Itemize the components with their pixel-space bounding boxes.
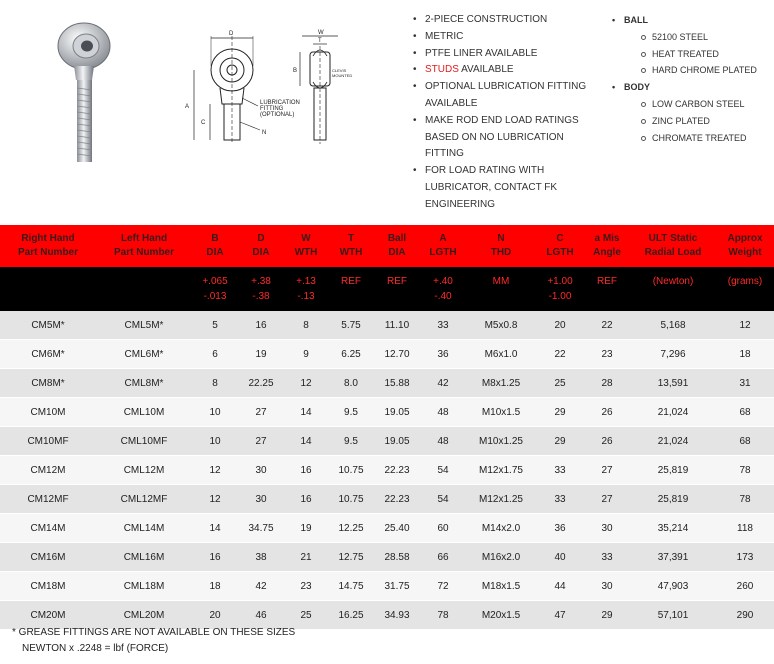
table-cell: CM5M* (0, 311, 96, 340)
rod-end-spec-table (0, 225, 774, 630)
table-cell: 21,024 (630, 398, 716, 427)
table-cell: 66 (420, 543, 466, 572)
table-cell: M12x1.25 (466, 485, 536, 514)
table-cell: CML20M (96, 601, 192, 630)
table-row (0, 340, 774, 369)
table-cell: 36 (420, 340, 466, 369)
tolerance-cell: MM (466, 267, 536, 311)
table-cell: 14 (192, 514, 238, 543)
table-cell: 34.75 (238, 514, 284, 543)
table-cell: M6x1.0 (466, 340, 536, 369)
feature-item: • METRIC (413, 29, 593, 46)
table-cell: 72 (420, 572, 466, 601)
table-row (0, 398, 774, 427)
table-cell: M10x1.25 (466, 427, 536, 456)
table-cell: 48 (420, 398, 466, 427)
feature-item: • MAKE ROD END LOAD RATINGS BASED ON NO LUBRICATION FITTING (413, 113, 593, 163)
table-cell: 260 (716, 572, 774, 601)
table-cell: M8x1.25 (466, 369, 536, 398)
column-header: Approx Weight (716, 225, 774, 267)
table-cell: 9.5 (328, 398, 374, 427)
table-cell: 12.25 (328, 514, 374, 543)
table-cell: 5.75 (328, 311, 374, 340)
table-row (0, 514, 774, 543)
table-cell: 22.23 (374, 456, 420, 485)
column-header: N THD (466, 225, 536, 267)
table-row (0, 427, 774, 456)
tolerance-cell: (grams) (716, 267, 774, 311)
table-cell: CM16M (0, 543, 96, 572)
tolerance-cell: REF (328, 267, 374, 311)
table-cell: 19.05 (374, 398, 420, 427)
table-cell: 29 (584, 601, 630, 630)
column-header: Left Hand Part Number (96, 225, 192, 267)
column-header: Ball DIA (374, 225, 420, 267)
table-cell: M12x1.75 (466, 456, 536, 485)
tolerance-cell: +.40 -.40 (420, 267, 466, 311)
table-cell: 22.23 (374, 485, 420, 514)
table-cell: 14.75 (328, 572, 374, 601)
clevis-label-1: CLEVIS (332, 68, 347, 73)
spec-item: CHROMATE TREATED (652, 130, 772, 147)
table-cell: CM14M (0, 514, 96, 543)
table-cell: 16 (284, 456, 328, 485)
table-cell: 33 (584, 543, 630, 572)
column-header: Right Hand Part Number (0, 225, 96, 267)
table-cell: 54 (420, 485, 466, 514)
table-body (0, 311, 774, 630)
table-cell: 10 (192, 427, 238, 456)
table-row (0, 369, 774, 398)
table-cell: 11.10 (374, 311, 420, 340)
table-cell: 12 (284, 369, 328, 398)
table-cell: M10x1.5 (466, 398, 536, 427)
table-header (0, 225, 774, 311)
table-cell: 9.5 (328, 427, 374, 456)
table-cell: 22.25 (238, 369, 284, 398)
table-cell: 42 (238, 572, 284, 601)
table-cell: 8 (192, 369, 238, 398)
table-cell: 15.88 (374, 369, 420, 398)
feature-list (413, 12, 593, 214)
table-cell: 34.93 (374, 601, 420, 630)
table-cell: 6.25 (328, 340, 374, 369)
table-cell: 36 (536, 514, 584, 543)
column-header: D DIA (238, 225, 284, 267)
header-row (0, 225, 774, 267)
table-cell: CML10M (96, 398, 192, 427)
footnotes (12, 625, 295, 657)
grease-note: * GREASE FITTINGS ARE NOT AVAILABLE ON THESE SIZES (12, 627, 296, 638)
table-cell: 5,168 (630, 311, 716, 340)
label-d: D (229, 31, 234, 37)
dimension-drawing (180, 26, 370, 146)
table-cell: CML18M (96, 572, 192, 601)
label-w: W (318, 30, 324, 36)
tolerance-cell: +.065 -.013 (192, 267, 238, 311)
table-cell: 19 (238, 340, 284, 369)
table-cell: 12.70 (374, 340, 420, 369)
table-cell: M20x1.5 (466, 601, 536, 630)
tolerance-row (0, 267, 774, 311)
table-cell: 12 (716, 311, 774, 340)
table-cell: 23 (284, 572, 328, 601)
table-cell: 29 (536, 427, 584, 456)
table-cell: M18x1.5 (466, 572, 536, 601)
table-cell: 47 (536, 601, 584, 630)
table-cell: 25 (536, 369, 584, 398)
table-cell: 9 (284, 340, 328, 369)
table-cell: 16 (192, 543, 238, 572)
table-cell: 290 (716, 601, 774, 630)
label-a: A (185, 104, 190, 110)
table-cell: 68 (716, 427, 774, 456)
feature-item-studs: • STUDS AVAILABLE (413, 62, 593, 79)
table-cell: 12 (192, 485, 238, 514)
table-cell: CM18M (0, 572, 96, 601)
table-cell: M5x0.8 (466, 311, 536, 340)
table-cell: 13,591 (630, 369, 716, 398)
column-header: A LGTH (420, 225, 466, 267)
tolerance-cell: +.38 -.38 (238, 267, 284, 311)
spec-item: LOW CARBON STEEL (652, 96, 772, 113)
lube-label-3: (OPTIONAL) (260, 112, 295, 118)
table-cell: M16x2.0 (466, 543, 536, 572)
table-cell: 30 (584, 514, 630, 543)
spec-group-body: • BODY LOW CARBON STEEL ZINC PLATED CHROMATE TREATED (612, 79, 772, 146)
tolerance-cell: +.13 -.13 (284, 267, 328, 311)
table-cell: 27 (238, 427, 284, 456)
material-spec-list (612, 12, 772, 146)
table-cell: 21 (284, 543, 328, 572)
table-cell: 38 (238, 543, 284, 572)
table-cell: 18 (192, 572, 238, 601)
table-row (0, 485, 774, 514)
table-cell: 16 (238, 311, 284, 340)
table-cell: 27 (238, 398, 284, 427)
table-cell: CM6M* (0, 340, 96, 369)
table-cell: 10.75 (328, 485, 374, 514)
table-cell: 33 (420, 311, 466, 340)
table-cell: 44 (536, 572, 584, 601)
table-cell: 28 (584, 369, 630, 398)
table-cell: 14 (284, 427, 328, 456)
table-cell: 5 (192, 311, 238, 340)
table-cell: 27 (584, 485, 630, 514)
column-header: C LGTH (536, 225, 584, 267)
spec-group-ball: • BALL 52100 STEEL HEAT TREATED HARD CHROME PLATED (612, 12, 772, 79)
tolerance-cell: REF (374, 267, 420, 311)
table-cell: 68 (716, 398, 774, 427)
tolerance-cell (0, 267, 96, 311)
column-header: T WTH (328, 225, 374, 267)
newton-conversion-note: NEWTON x .2248 = lbf (FORCE) (22, 643, 169, 654)
spec-item: HARD CHROME PLATED (652, 62, 772, 79)
label-n: N (262, 130, 267, 136)
table-cell: CML6M* (96, 340, 192, 369)
tolerance-cell: REF (584, 267, 630, 311)
table-cell: CML12MF (96, 485, 192, 514)
spec-item: 52100 STEEL (652, 29, 772, 46)
table-cell: CM10M (0, 398, 96, 427)
table-cell: 31.75 (374, 572, 420, 601)
table-cell: 30 (238, 485, 284, 514)
table-cell: 16.25 (328, 601, 374, 630)
table-cell: 10.75 (328, 456, 374, 485)
table-cell: 33 (536, 456, 584, 485)
studs-link[interactable]: STUDS (425, 64, 459, 76)
table-cell: 6 (192, 340, 238, 369)
table-row (0, 543, 774, 572)
label-b: B (293, 68, 298, 74)
table-cell: 7,296 (630, 340, 716, 369)
column-header: B DIA (192, 225, 238, 267)
table-cell: 173 (716, 543, 774, 572)
table-cell: CM8M* (0, 369, 96, 398)
table-cell: M14x2.0 (466, 514, 536, 543)
table-cell: 20 (192, 601, 238, 630)
spec-item: ZINC PLATED (652, 113, 772, 130)
table-cell: 25 (284, 601, 328, 630)
table-cell: 30 (584, 572, 630, 601)
table-cell: 118 (716, 514, 774, 543)
table-cell: 22 (536, 340, 584, 369)
column-header: W WTH (284, 225, 328, 267)
table-cell: 40 (536, 543, 584, 572)
table-cell: 78 (716, 485, 774, 514)
table-cell: 25,819 (630, 456, 716, 485)
tolerance-cell: +1.00 -1.00 (536, 267, 584, 311)
table-cell: 46 (238, 601, 284, 630)
lube-label-1: LUBRICATION (260, 100, 300, 106)
table-cell: 47,903 (630, 572, 716, 601)
table-row (0, 456, 774, 485)
table-cell: 12.75 (328, 543, 374, 572)
table-cell: 18 (716, 340, 774, 369)
table-cell: 35,214 (630, 514, 716, 543)
table-cell: 12 (192, 456, 238, 485)
table-cell: 16 (284, 485, 328, 514)
table-cell: 78 (716, 456, 774, 485)
rod-end-photo (48, 18, 118, 168)
table-cell: 8 (284, 311, 328, 340)
table-cell: 19 (284, 514, 328, 543)
table-cell: 19.05 (374, 427, 420, 456)
table-cell: 25,819 (630, 485, 716, 514)
table-cell: 42 (420, 369, 466, 398)
column-header: a Mis Angle (584, 225, 630, 267)
table-cell: CM12M (0, 456, 96, 485)
table-cell: CM20M (0, 601, 96, 630)
table-cell: 14 (284, 398, 328, 427)
tolerance-cell (96, 267, 192, 311)
product-info-section (0, 0, 774, 225)
table-cell: 78 (420, 601, 466, 630)
table-cell: 60 (420, 514, 466, 543)
table-cell: 26 (584, 427, 630, 456)
table-cell: 20 (536, 311, 584, 340)
table-cell: 25.40 (374, 514, 420, 543)
table-cell: CML10MF (96, 427, 192, 456)
table-cell: 33 (536, 485, 584, 514)
table-cell: 54 (420, 456, 466, 485)
table-cell: 31 (716, 369, 774, 398)
table-row (0, 311, 774, 340)
lube-label-2: FITTING (260, 106, 284, 112)
table-cell: CM10MF (0, 427, 96, 456)
table-cell: 28.58 (374, 543, 420, 572)
label-t: T (318, 38, 322, 44)
clevis-label-2: MOUNTED (332, 73, 353, 78)
table-cell: 27 (584, 456, 630, 485)
table-row (0, 572, 774, 601)
table-cell: 48 (420, 427, 466, 456)
table-cell: CML14M (96, 514, 192, 543)
table-cell: 22 (584, 311, 630, 340)
table-cell: 8.0 (328, 369, 374, 398)
table-cell: 10 (192, 398, 238, 427)
table-cell: 57,101 (630, 601, 716, 630)
feature-item: • FOR LOAD RATING WITH LUBRICATOR, CONTACT FK ENGINEERING (413, 163, 593, 213)
table-cell: 26 (584, 398, 630, 427)
spec-item: HEAT TREATED (652, 46, 772, 63)
table-cell: 23 (584, 340, 630, 369)
table-cell: CM12MF (0, 485, 96, 514)
table-cell: 29 (536, 398, 584, 427)
table-cell: 37,391 (630, 543, 716, 572)
label-c: C (201, 120, 206, 126)
feature-item: • PTFE LINER AVAILABLE (413, 46, 593, 63)
table-cell: CML12M (96, 456, 192, 485)
table-cell: CML8M* (96, 369, 192, 398)
table-cell: 30 (238, 456, 284, 485)
table-cell: 21,024 (630, 427, 716, 456)
feature-item: • 2-PIECE CONSTRUCTION (413, 12, 593, 29)
feature-item: • OPTIONAL LUBRICATION FITTING AVAILABLE (413, 79, 593, 113)
column-header: ULT Static Radial Load (630, 225, 716, 267)
table-cell: CML5M* (96, 311, 192, 340)
tolerance-cell: (Newton) (630, 267, 716, 311)
table-cell: CML16M (96, 543, 192, 572)
